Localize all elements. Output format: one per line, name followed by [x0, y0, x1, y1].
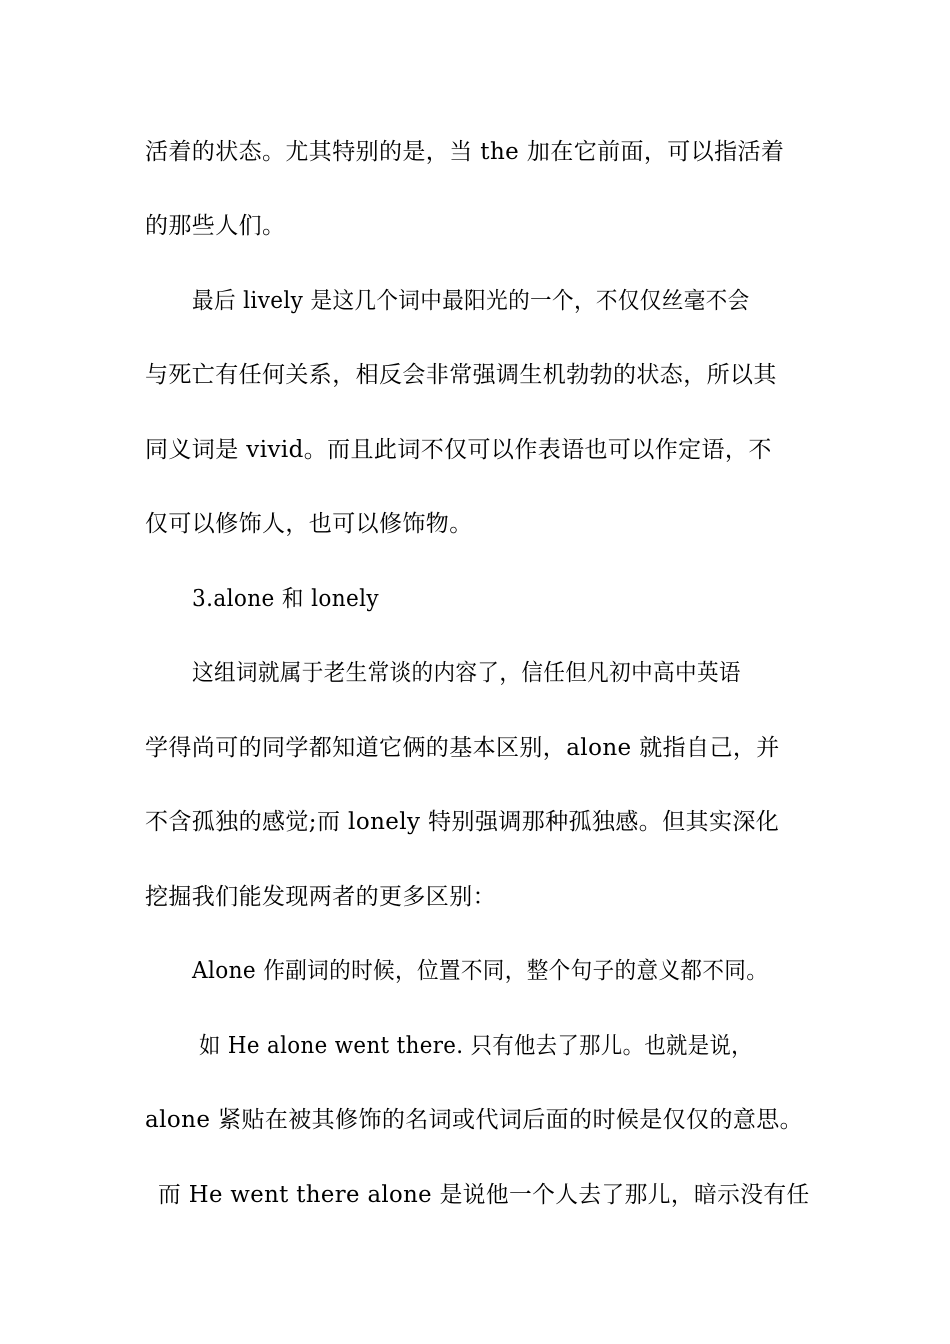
paragraph-line: 不含孤独的感觉;而 lonely 特别强调那种孤独感。但其实深化: [145, 809, 780, 835]
paragraph-line: 同义词是 vivid。而且此词不仅可以作表语也可以作定语，不: [145, 437, 772, 463]
section-heading: 3.alone 和 lonely: [192, 586, 379, 612]
paragraph-line: 挖掘我们能发现两者的更多区别：: [145, 884, 496, 910]
example-line: 而 He went there alone 是说他一个人去了那儿，暗示没有任: [158, 1182, 810, 1208]
paragraph-line: 最后 lively 是这几个词中最阳光的一个，不仅仅丝毫不会: [192, 288, 750, 314]
paragraph-line: 仅可以修饰人，也可以修饰物。: [145, 511, 473, 537]
paragraph-line: 学得尚可的同学都知道它俩的基本区别，alone 就指自己，并: [145, 735, 780, 761]
paragraph-line: alone 紧贴在被其修饰的名词或代词后面的时候是仅仅的意思。: [145, 1107, 804, 1133]
paragraph-line: 这组词就属于老生常谈的内容了，信任但凡初中高中英语: [192, 660, 741, 686]
paragraph-line: 的那些人们。: [145, 213, 286, 239]
paragraph-line: 与死亡有任何关系，相反会非常强调生机勃勃的状态，所以其: [145, 362, 777, 388]
paragraph-line: 活着的状态。尤其特别的是，当 the 加在它前面，可以指活着: [145, 139, 785, 165]
paragraph-line: Alone 作副词的时候，位置不同，整个句子的意义都不同。: [192, 958, 769, 984]
example-line: 如 He alone went there. 只有他去了那儿。也就是说，: [199, 1033, 753, 1059]
